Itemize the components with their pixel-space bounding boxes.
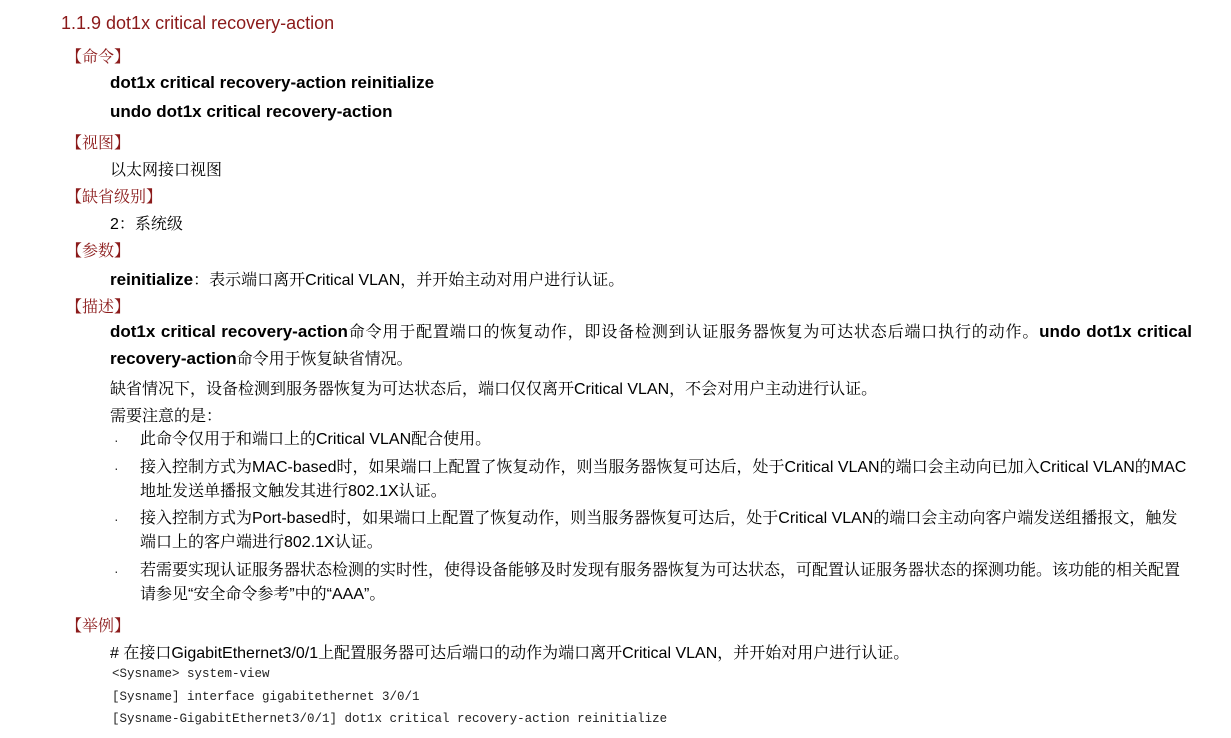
list-item: 若需要实现认证服务器状态检测的实时性，使得设备能够及时发现有服务器恢复为可达状态，可配置认证服务器状态的探测功能。该功能的相关配置请参见“安全命令参考”中的“AAA”。 — [140, 562, 1181, 603]
desc-command-name: dot1x critical recovery-action — [110, 322, 348, 341]
bullet-mark: · — [114, 511, 119, 527]
command-syntax-line-1: dot1x critical recovery-action reinitialize — [110, 73, 435, 92]
desc-paragraph-2: 缺省情况下，设备检测到服务器恢复为可达状态后，端口仅仅离开Critical VLAN，不会对用户主动进行认证。 — [110, 381, 878, 398]
default-level-text: 2：系统级 — [110, 216, 183, 233]
bullet-mark: · — [114, 563, 119, 579]
bullet-mark: · — [114, 460, 119, 476]
section-default-level-heading: 【缺省级别】 — [66, 189, 163, 206]
desc-paragraph-3: 需要注意的是： — [110, 408, 223, 425]
list-item: 接入控制方式为Port-based时，如果端口上配置了恢复动作，则当服务器恢复可达后，处于Critical VLAN的端口会主动向客户端发送组播报文，触发端口上的客户端进行802.1X认证。 — [140, 510, 1178, 551]
desc-paragraph-1 — [110, 319, 1192, 373]
page-title: 1.1.9 dot1x critical recovery-action — [61, 13, 335, 33]
section-desc-heading: 【描述】 — [66, 299, 131, 316]
bullet-mark: · — [114, 432, 119, 448]
section-params-heading: 【参数】 — [66, 243, 131, 260]
section-command-heading: 【命令】 — [66, 49, 131, 66]
param-name: reinitialize — [110, 270, 194, 289]
command-syntax-line-2: undo dot1x critical recovery-action — [110, 102, 393, 121]
section-example-heading: 【举例】 — [66, 618, 131, 635]
list-item: 接入控制方式为MAC-based时，如果端口上配置了恢复动作，则当服务器恢复可达后，处于Critical VLAN的端口会主动向已加入Critical VLAN的MAC地址发送单播报文触发其进行802.1X认证。 — [140, 459, 1187, 500]
desc-text: 命令用于配置端口的恢复动作，即设备检测到认证服务器恢复为可达状态后端口执行的动作。 — [347, 324, 1040, 341]
param-row — [110, 267, 624, 290]
example-comment: # 在接口GigabitEthernet3/0/1上配置服务器可达后端口的动作为端口离开Critical VLAN，并开始对用户进行认证。 — [110, 645, 910, 662]
desc-undo-command-name: undo dot1x critical recovery-action — [110, 322, 1192, 368]
code-line: <Sysname> system-view — [112, 667, 270, 681]
param-description: ：表示端口离开Critical VLAN，并开始主动对用户进行认证。 — [193, 272, 625, 289]
desc-text-2: 命令用于恢复缺省情况。 — [236, 351, 413, 368]
section-view-heading: 【视图】 — [66, 135, 131, 152]
code-line: [Sysname] interface gigabitethernet 3/0/1 — [112, 690, 420, 704]
list-item: 此命令仅用于和端口上的Critical VLAN配合使用。 — [140, 431, 492, 448]
view-text: 以太网接口视图 — [110, 162, 223, 179]
code-line: [Sysname-GigabitEthernet3/0/1] dot1x critical recovery-action reinitialize — [112, 712, 668, 726]
